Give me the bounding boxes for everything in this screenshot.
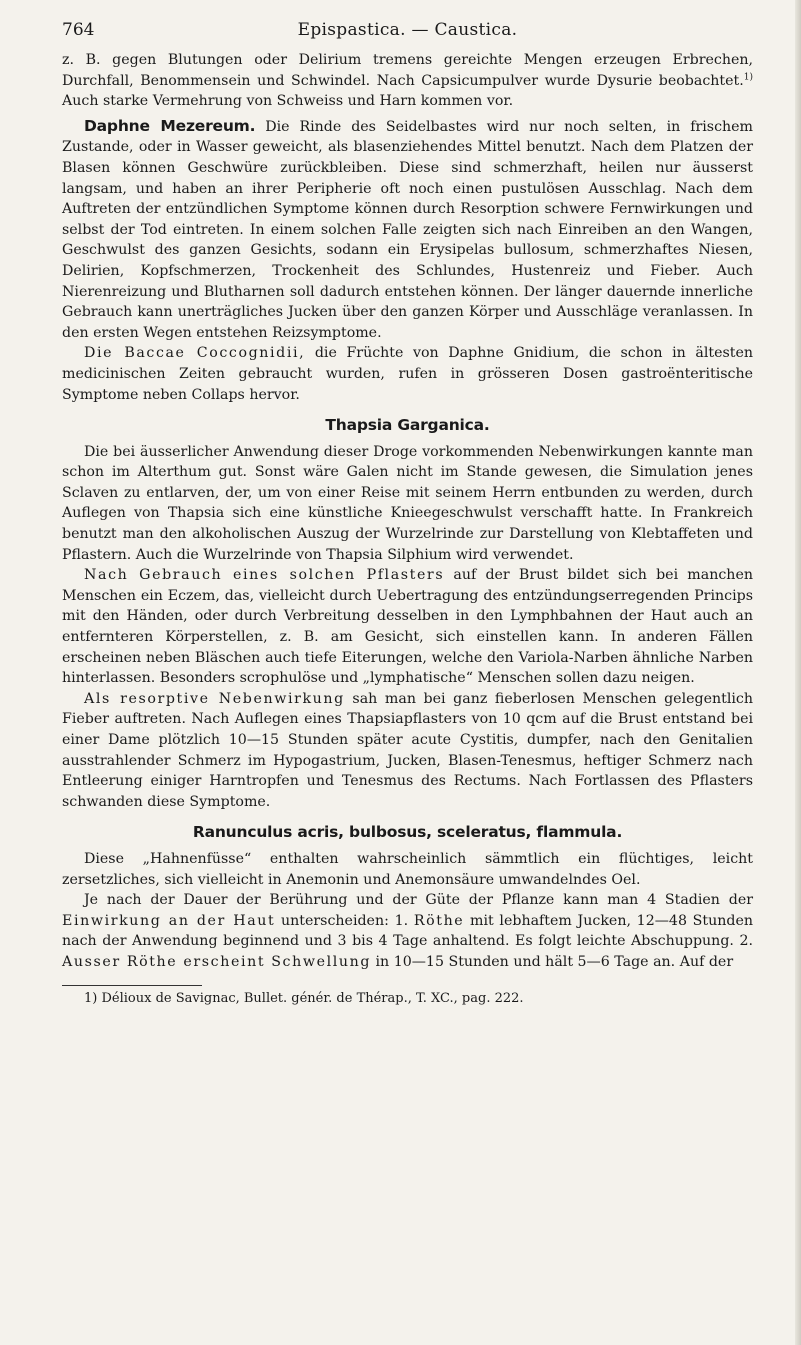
running-head	[62, 10, 753, 50]
baccae-lead: Die Baccae Coccognidii,	[84, 345, 306, 362]
thapsia-2-text: auf der Brust bildet sich bei manchen Menschen ein Eczem, das, vielleicht durch Uebertragung des entzündungserregenden Princips mit den Händen, oder durch Verbreitung desselben in den Lymphbahnen der Haut auch an entfernteren Körperstellen, z. B. am Gesicht, sich einstellen kann. In anderen Fällen erscheinen neben Bläschen auch tiefe Eiterungen, welche den Variola-Narben ähnliche Narben hinterlassen. Besonders scrophulöse und „lymphatische“ Menschen sollen dazu neigen.	[62, 567, 753, 687]
page-number: 764	[62, 20, 95, 40]
ranunculus-2-sp1: Einwirkung an der Haut	[62, 912, 276, 929]
paragraph-intro	[62, 50, 753, 112]
thapsia-3-text: sah man bei ganz fieberlosen Menschen gelegentlich Fieber auftreten. Nach Auflegen eines Thapsiapflasters von 10 qcm auf die Brust entstand bei einer Dame plötzlich 10—15 Stunden später acute Cystitis, dumpfer, nach den Genitalien ausstrahlender Schmerz im Hypogastrium, Jucken, Blasen-Tenesmus, heftiger Schmerz nach Entleerung einiger Harntropfen und Tenesmus des Rectums. Nach Fortlassen des Pflasters schwanden diese Symptome.	[62, 690, 753, 810]
ranunculus-2-a: Je nach der Dauer der Berührung und der Güte der Pflanze kann man 4 Stadien der	[84, 892, 753, 909]
footnote	[62, 990, 753, 1008]
running-title: Epispastica. — Caustica.	[297, 20, 518, 40]
ranunculus-heading: Ranunculus acris, bulbosus, sceleratus, flammula.	[192, 823, 623, 842]
baccae-text: die Früchte von Daphne Gnidium, die schon in ältesten medicinischen Zeiten gebraucht wurden, rufen in grösseren Dosen gastroënteritische Symptome neben Collaps hervor.	[62, 345, 753, 403]
ranunculus-2-b: unterscheiden: 1.	[275, 912, 414, 929]
thapsia-2-lead: Nach Gebrauch eines solchen Pflasters	[84, 567, 445, 584]
thapsia-3-lead: Als resorptive Nebenwirkung	[84, 690, 345, 707]
paragraph-thapsia-1: Die bei äusserlicher Anwendung dieser Droge vorkommenden Nebenwirkungen kannte man schon im Alterthum gut. Sonst wäre Galen nicht im Stande gewesen, die Simulation jenes Sclaven zu entlarven, der, um von einer Reise mit seinem Herrn entbunden zu werden, durch Auflegen von Thapsia sich eine künstliche Knieegeschwulst verschafft hatte. In Frankreich benutzt man den alkoholischen Auszug der Wurzelrinde zur Darstellung von Klebtaffeten und Pflastern. Auch die Wurzelrinde von Thapsia Silphium wird verwendet.	[62, 443, 753, 563]
thapsia-heading: Thapsia Garganica.	[325, 416, 490, 435]
intro-text: z. B. gegen Blutungen oder Delirium tremens gereichte Mengen erzeugen Erbrechen, Durchfall, Benommensein und Schwindel. Nach Capsicumpulver wurde Dysurie beobachtet.	[62, 52, 753, 89]
footnote-text: Délioux de Savignac, Bullet. génér. de Thérap., T. XC., pag. 222.	[97, 990, 524, 1006]
paragraph-baccae	[62, 343, 753, 405]
footnote-ref: 1)	[743, 71, 753, 82]
paragraph-thapsia-3	[62, 689, 753, 813]
daphne-text: Die Rinde des Seidelbastes wird nur noch selten, in frischem Zustande, oder in Wasser geweicht, als blasenziehendes Mittel benutzt. Nach dem Platzen der Blasen können Geschwüre zurückbleiben. Diese sind schmerzhaft, heilen nur äusserst langsam, und haben an ihrer Peripherie oft noch einen pustulösen Ausschlag. Nach dem Auftreten der entzündlichen Symptome können durch Resorption schwere Fernwirkungen und selbst der Tod eintreten. In einem solchen Falle zeigten sich nach Einreiben an den Wangen, Geschwulst des ganzen Gesichts, sodann ein Erysipelas bullosum, schmerzhaftes Niesen, Delirien, Kopfschmerzen, Trockenheit des Schlundes, Hustenreiz und Fieber. Auch Nierenreizung und Blutharnen soll dadurch entstehen können. Der länger dauernde innerliche Gebrauch kann unerträgliches Jucken über den ganzen Körper und Ausschläge veranlassen. In den ersten Wegen entstehen Reizsymptome.	[62, 118, 753, 341]
intro-text-end: Auch starke Vermehrung von Schweiss und Harn kommen vor.	[62, 93, 514, 110]
page-edge	[795, 0, 801, 1345]
ranunculus-2-sp2: Röthe	[413, 912, 465, 929]
ranunculus-2-sp3: Ausser Röthe erscheint Schwellung	[62, 953, 371, 970]
daphne-heading: Daphne Mezereum.	[84, 116, 256, 135]
paragraph-ranunculus-2	[62, 890, 753, 972]
paragraph-daphne	[62, 116, 753, 344]
footnote-marker: 1)	[84, 990, 98, 1006]
ranunculus-2-c: mit lebhaftem Jucken, 12—48 Stunden nach der Anwendung beginnend und 3 bis 4 Tage anhaltend. Es folgt leichte Abschuppung. 2.	[62, 912, 753, 950]
body-text	[62, 50, 753, 1008]
footnote-rule	[62, 985, 202, 986]
paragraph-thapsia-2	[62, 565, 753, 689]
paragraph-ranunculus-1: Diese „Hahnenfüsse“ enthalten wahrscheinlich sämmtlich ein flüchtiges, leicht zersetzliches, sich vielleicht in Anemonin und Anemonsäure umwandelndes Oel.	[62, 850, 753, 888]
ranunculus-2-d: in 10—15 Stunden und hält 5—6 Tage an. Auf der	[371, 953, 734, 970]
